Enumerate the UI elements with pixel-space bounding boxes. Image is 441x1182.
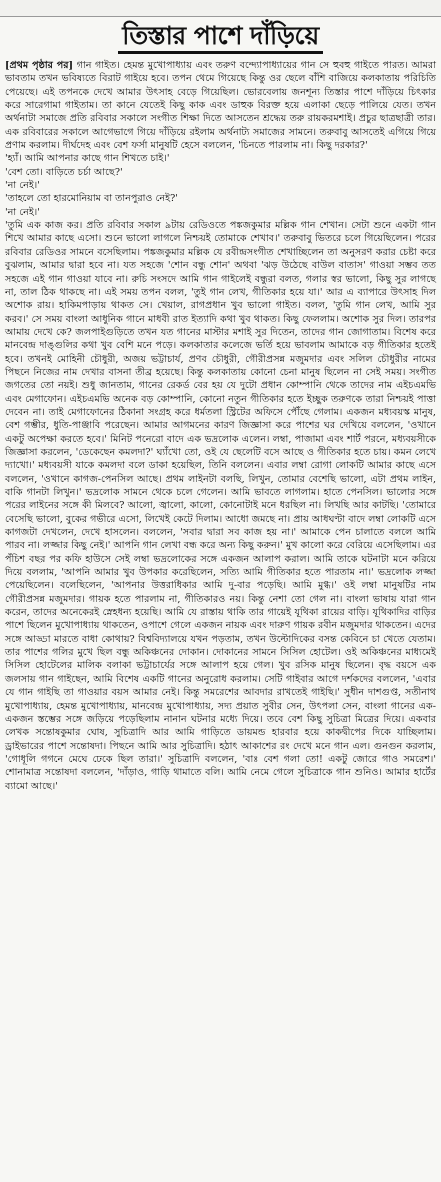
dialogue-line: 'হ্যাঁ। আমি আপনার কাছে গান শিখতে চাই।'	[5, 153, 170, 165]
dialogue-line: 'বেশ তো। বাড়িতে চর্চা আছে?'	[5, 166, 123, 178]
dialogue-line: 'না নেই।'	[5, 180, 40, 192]
intro-text: গান গাইত। হেমন্ত মুখোপাধ্যায় এবং তরুণ বন্দ্যোপাধ্যায়ের গান সে হুবহু গাইতে পারত। আমরা ভাবতাম তখন ভবিষ্যতে বিরাট গাইয়ে হবে। তপন থেমে গিয়েছে কিন্তু ওর ছেলে বাঁশি বাজিয়ে কলকাতায় পরিচিতি পেয়েছে। এই তপনকে দেখে আমার উৎসাহ বেড়ে গিয়েছিল। ভোরবেলায় জনশূন্য তিস্তার পাশে দাঁড়িয়ে চিৎকার করে সারেগামা গাইতাম। তা কানে যেতেই কিছু কাক এবং ডাহুক বিরক্ত হয়ে এলাকা ছেড়ে পালিয়ে যেত। তখন অর্থনাটা সমাজে প্রতি রবিবার সকালে সংগীত শিক্ষা দিতে আসতেন শ্রদ্ধেয় তরু রায়করমশাই। প্রচুর ছাত্রছাত্রী তার। এক রবিবারের সকালে আগেভাগে গিয়ে দাঁড়িয়ে রইলাম অর্থনাট্য সমাজের সামনে। তরুবাবু আসতেই এগিয়ে গিয়ে প্রণাম করলাম। দীর্ঘদেহ এবং বেশ ফর্সা মানুষটি হেসে বললেন, 'চিনতে পারলাম না। কিছু দরকার?'	[5, 60, 436, 152]
body-paragraph: 'তুমি এক কাজ কর। প্রতি রবিবার সকাল ৯টায় রেডিওতে পঙ্কজকুমার মল্লিক গান শেখান। সেটা শুনে একটা গান শিখে আমার কাছে এসো। শুনে ভালো লাগলে নিশ্চয়ই তোমাকে শেখাব।' তরুবাবু ভিতরে চলে গিয়েছিলেন। পরের রবিবার রেডিওর সামনে বসেছিলাম। পঙ্কজকুমার মল্লিক যে রবীন্দ্রসংগীত শেখাচ্ছিলেন তা অনুসরণ করার চেষ্টা করে বুঝলাম, আমার দ্বারা হবে না। যত সহজে 'শোন বন্ধু শোন' অথবা 'ঝড় উঠেছে বাউল বাতাস' গাওয়া সম্ভব তত সহজে এই গান গাওয়া যাবে না। রুচি সংসদে আমি গান গাইলেই বন্ধুরা বলত, গলার স্বর ভালো, কিছু সুর লাগছে না, তাল ঠিক থাকছে না। এই সময় তপন বলল, 'তুই গান লেখ, গীতিকার হয়ে যা।' আর এ ব্যাপারে উৎসাহ দিল অশোক রায়। হাকিমপাড়ায় থাকত সে। খেয়াল, রাগপ্রধান খুব ভালো গাইত। বলল, 'তুমি গান লেখ, আমি সুর করব।' সে সময় বাংলা আধুনিক গানে মাধবী রাত ইত্যাদি কথা খুব থাকত। কিছু ফেললাম। অশোক সুর দিল। তারপর আমায় দেখে কে? জলপাইগুড়িতে তখন যত গানের মাস্টার মশাই সুর দিতেন, তাদের গান জোগাতাম। বিশেষ করে মানবেন্দ্র দাঙ্গুলির কথা খুব বেশি মনে পড়ে। কলকাতার কলেজে ভর্তি হয়ে ভাবলাম আমাকে বড় গীতিকার হতেই হবে। তখনই মোহিনী চৌধুরী, অজয় ভট্টাচার্য, প্রণব চৌধুরী, গৌরীপ্রসন্ন মজুমদার এবং সলিল চৌধুরীর নামের পিছনে নিজের নাম দেখার বাসনা তীব্র হয়েছে। কিন্তু কলকাতায় কোনো চেনা মানুষ ছিলেন না সেই সময়। সংগীত জগতের তো নয়ই। শুধু জানতাম, গানের রেকর্ড বের হয় যে দুটো প্রধান কোম্পানি থেকে তাদের নাম এইচএমভি এবং মেগাফোন। এইচএমভি অনেক বড় কোম্পানি, কোনো নতুন গীতিকার হতে ইচ্ছুক তরুণকে তারা নিশ্চয়ই পাত্তা দেবেন না। তাই মেগাফোনের ঠিকানা সংগ্রহ করে ধর্মতলা স্ট্রিটের অফিসে পৌঁছে গেলাম। একজন মধ্যবয়স্ক মানুষ, বেশ গম্ভীর, ধুতি-পাঞ্জাবি পরেছেন। আমার আগমনের কারণ জিজ্ঞাসা করে পাশের ঘর দেখিয়ে বললেন, 'ওখানে একটু অপেক্ষা করতে হবে।' মিনিট পনেরো বাদে এক ভদ্রলোক এলেন। লম্বা, পাজামা এবং শার্ট পরনে, মধ্যবয়সীকে জিজ্ঞাসা করলেন, 'ডেকেছেন কমলদা?' ঘ্যাঁখো তো, ওই যে ছেলেটি বসে আছে ও গীতিকার হতে চায়। কমন লেখে দ্যাখো।' মধ্যবয়সী যাকে কমলদা বলে ডাকা হয়েছিল, তিনি বললেন। এবার লম্বা রোগা লোকটি আমার কাছে এসে বললেন, 'ওখানে কাগজ-পেনসিল আছে। প্রথম লাইনটা বলছি, লিখুন, তোমার বেশেছি ভালো, এটা প্রথম লাইন, বাকি গানটা লিখুন।' ভদ্রলোক সামনে থেকে চলে গেলেন। আমি ভাবতে লাগলাম। হাতে পেনসিল। ভালোর সঙ্গে পরের লাইনের সঙ্গে কী মিলবে? আলো, জ্বালো, কালো, কোনোটাই মনে ধরছিল না। লিখছি আর কাটছি। 'তোমারে বেসেছি ভালো, বুকের গভীরে এসো, লিখেই কেটে দিলাম। আধো জমছে না। প্রায় আধঘণ্টা বাদে লম্বা লোকটি এসে কাগজটা দেখলেন, দেখে হাসলেন। বললেন, 'সবার দ্বারা সব কাজ হয় না।' আমাকে পেন চালাতে বললে আমি পারব না। লজ্জার কিছু নেই।' আপনি গান লেখা বন্ধ করে অন্য কিছু করুন।' মুখ কালো করে বেরিয়ে এসেছিলাম। এর পঁচিশ বছর পর কফি হাউসে সেই লম্বা ভদ্রলোকের সঙ্গে একজন আলাপ করাল। আমি তাকে ঘটনাটা মনে করিয়ে দিয়ে বললাম, 'আপনি আমার খুব উপকার করেছিলেন, সত্যি আমি গীতিকার হতে পারতাম না।' ভদ্রলোক লজ্জা পেয়েছিলেন। বলেছিলেন, 'আপনার উত্তরাধিকার আমি দু-বার পড়েছি। আমি মুগ্ধ।' ওই লম্বা মানুষটির নাম গৌরীপ্রসন্ন মজুমদার। গায়ক হতে পারলাম না, গীতিকারও নয়। কিন্তু নেশা তো গেল না। বাংলা ভাষায় যারা গান করেন, তাদের অনেকেরই স্নেহধন্য হয়েছি। আমি যে রাস্তায় থাকি তার গায়েই যূথিকা রায়ের বাড়ি। যূথিকাদির বাড়ির পাশে ছিলেন মুখোপাধ্যায় থাকতেন, ওপাশে গেলে একজন নায়ক এবং দারুণ গায়ক রবীন মজুমদার থাকতেন। এদের সঙ্গে আড্ডা মারতে বাধা কোথায়? বিশ্ববিদ্যালয়ে যখন পড়তাম, তখন উল্টোদিকের বসন্ত কেবিনে চা খেতে যেতাম। তার পাশের গলির মুখে ছিল বন্ধু অকিঞ্চনের দোকান। দোকানের সামনে সিসিল হোটেল। ওই অকিঞ্চনের মাধ্যমেই সিসিল হোটেলের মালিক বলাকা ভট্টাচার্যের সঙ্গে আলাপ হয়ে গেল। খুব রসিক মানুষ ছিলেন। বৃদ্ধ বয়সে এক জলসায় গান গাইছেন, আমি বিশেষ একটি গানের অনুরোধ করলাম। সেটি গাইবার আগে দর্শকদের বললেন, 'এবার যে গান গাইছি তা গাওয়ার বয়স আমার নেই। কিন্তু সমরেশের আবদার রাখতেই গাইছি।' সুধীন দাশগুপ্ত, সতীনাথ মুখোপাধ্যায়, হেমন্ত মুখোপাধ্যায়, মানবেন্দ্র মুখোপাধ্যায়, সদ্য প্রয়াত সুবীর সেন, উৎপলা সেন, বাংলা গানের এক-একজন স্তম্ভের সঙ্গে জড়িয়ে পড়েছিলাম নানান ঘটনার মধ্যে দিয়ে। তবে বেশ কিছু সুচিত্রা মিত্রের দিয়ে। একবার লেখক সন্তোষকুমার ঘোষ, সুচিত্রাদি আর আমি গাড়িতে ডায়মন্ড হারবার হয়ে কাকদ্বীপের দিকে যাচ্ছিলাম। ড্রাইভারের পাশে সন্তোষদা। পিছনে আমি আর সুচিত্রাদি। হঠাৎ আকাশের রং দেখে মনে গান এল। গুনগুন করলাম, 'গোধূলি গগনে মেঘে ঢেকে ছিল তারা।' সুচিত্রাদি বললেন, 'বাঃ বেশ গলা তো! একটু জোরে গাও সমরেশ।' শোনামাত্র সন্তোষদা বললেন, 'দাঁড়াও, গাড়ি থামাতে বলি। আমি নেমে গেলে সুচিত্রাকে গান শুনিও। আমার হার্টের ব্যামো আছে।'	[5, 220, 436, 792]
headline-block	[5, 19, 436, 56]
cropped-previous-article	[0, 0, 441, 17]
article-body	[5, 59, 436, 793]
dialogue-line: 'তাহলে তো হারমোনিয়াম বা তানপুরাও নেই?'	[5, 193, 178, 205]
intro-paragraph	[5, 59, 436, 152]
article-headline: তিস্তার পাশে দাঁড়িয়ে	[118, 21, 323, 54]
continuation-kicker: [প্রথম পৃষ্ঠার পর]	[5, 60, 74, 71]
dialogue-line: 'না নেই।'	[5, 206, 40, 218]
